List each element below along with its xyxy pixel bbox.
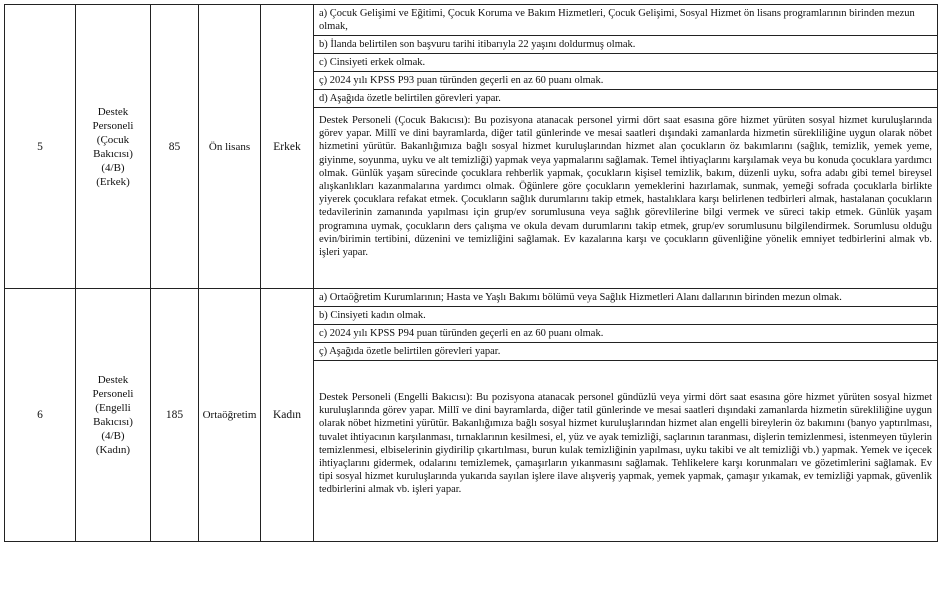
title-line: (4/B): [101, 161, 125, 174]
table-row: [5, 289, 938, 542]
duty-description: Destek Personeli (Engelli Bakıcısı): Bu pozisyona atanacak personel gündüzlü veya yirmi dört saat esasına göre hizmet yürüten sosyal hizmet kuruluşlarında görev yapar. Millî ve dini bayramlarda, diğer tatil günlerinde ve mesai saatleri dışındaki zamanlarda hizmetin sürekliliğine uygun olarak nöbet hizmetini yürütür. Bakanlığımıza bağlı sosyal hizmet kuruluşlarından hizmet alan engelli bireylerin öz bakımını (banyo yaptırılması, tuvalet ihtiyacının karşılanması, tırnaklarının kesilmesi, el, yüz ve ayak temizliği, saçlarının taranması, dişlerin temizlenmesi, istenmeyen tüylerin temizlenmesi, elbiselerinin giydirilip çıkartılması, burun kulak temizliğinin yapılması, uyku takibi ve alt temizliği vb.) yapmak. Yemek ve içecek ihtiyaçlarını gidermek, odalarını temizlemek, çamaşırların yıkanmasını sağlamak. Tehlikelere karşı korunmaları ve gözetimlerini sağlamak. Ev tipi sosyal hizmet kuruluşlarında yukarıda sayılan işlere ilave alışveriş yapmak, yemek yapmak, çamaşır yıkamak, ev temizliği yapmak, güvenlik tedbirlerini almak vb. işleri yapar.: [319, 392, 932, 496]
position-count: 85: [151, 5, 199, 289]
title-line: Personeli: [92, 119, 134, 132]
title-line: (Çocuk: [96, 133, 130, 146]
title-line: Destek: [97, 105, 129, 118]
positions-table: [4, 4, 938, 542]
title-line: (Engelli: [95, 402, 131, 414]
gender: Erkek: [261, 5, 314, 289]
position-title: [76, 289, 151, 542]
education-level: Ön lisans: [199, 5, 261, 289]
requirements-cell: [314, 5, 938, 289]
requirement-item: a) Çocuk Gelişimi ve Eğitimi, Çocuk Koruma ve Bakım Hizmetleri, Çocuk Gelişimi, Sosyal Hizmet ön lisans programlarının birinden mezun olmak,: [314, 5, 937, 36]
requirement-item: ç) Aşağıda özetle belirtilen görevleri yapar.: [314, 343, 937, 361]
requirement-item: b) İlanda belirtilen son başvuru tarihi itibarıyla 22 yaşını doldurmuş olmak.: [314, 36, 937, 54]
requirement-item: ç) 2024 yılı KPSS P93 puan türünden geçerli en az 60 puanı olmak.: [314, 72, 937, 90]
title-line: (Erkek): [96, 175, 130, 188]
title-line: (Kadın): [95, 444, 131, 456]
requirement-item: c) 2024 yılı KPSS P94 puan türünden geçerli en az 60 puanı olmak.: [314, 325, 937, 343]
duty-description: Destek Personeli (Çocuk Bakıcısı): Bu pozisyona atanacak personel yirmi dört saat esasına göre hizmet yürüten sosyal hizmet kuruluşlarında görev yapar. Millî ve dini bayramlarda, diğer tatil günlerinde ve mesai saatleri dışındaki zamanlarda hizmetin sürekliliğine uygun olarak nöbet hizmetini yürütür. Bakanlığımıza bağlı sosyal hizmet kuruluşlarından hizmet alan çocukların öz bakımlarını (sağlık, temizlik, yemek yeme, giyinme, soyunma, uyku ve alt temizliği) yapmak veya yapmalarını sağlamak. Temel ihtiyaçlarını karşılamak veya bu konuda çocuklara yardımcı olmak. Günlük yaşam sürecinde çocuklara rehberlik yapmak, çocukların kişisel temizlik, bakım, düzenli uyku, sofra adabı gibi temel bireysel alışkanlıkları kazanmalarına yardımcı olmak. Öğünlere göre çocukların yemeklerini hazırlamak, sunmak, yemeği sofrada çocuklarla birlikte yiyerek çocuklara refakat etmek. Çocukların sağlık durumlarını takip etmek, hastalıklara karşı belirlenen tedbirleri almak, hastalanan çocukların tedavilerinin zamanında yapılması için grup/ev sorumlusuna veya sağlık görevlilerine bilgi vermek ve süreci takip etmek. Günlük yaşam programına uymak, çocukların ders çalışma ve okula devam durumlarını takip etmek, grup/ev sorumlusunu bilgilendirmek. Sorumlusu olduğu evin/birimin tertibini, düzenini ve temizliğini sağlamak. Ev kazalarına karşı ve çocukların güvenliğine yönelik emniyet tedbirlerini almak vb. işleri yapar.: [319, 115, 932, 259]
row-number: 5: [5, 5, 76, 289]
position-count: 185: [151, 289, 199, 542]
table-row: [5, 5, 938, 289]
row-number: 6: [5, 289, 76, 542]
gender: Kadın: [261, 289, 314, 542]
requirement-item: b) Cinsiyeti kadın olmak.: [314, 307, 937, 325]
requirement-item: a) Ortaöğretim Kurumlarının; Hasta ve Yaşlı Bakımı bölümü veya Sağlık Hizmetleri Alanı dallarının birinden mezun olmak.: [314, 289, 937, 307]
position-title: [76, 5, 151, 289]
requirement-item: c) Cinsiyeti erkek olmak.: [314, 54, 937, 72]
title-line: Bakıcısı): [93, 147, 133, 160]
title-line: Destek: [97, 374, 129, 386]
title-line: Bakıcısı): [93, 416, 133, 428]
title-line: Personeli: [92, 388, 134, 400]
requirements-cell: [314, 289, 938, 542]
requirement-item: d) Aşağıda özetle belirtilen görevleri yapar.: [314, 90, 937, 108]
title-line: (4/B): [101, 430, 125, 442]
education-level: Ortaöğretim: [199, 289, 261, 542]
